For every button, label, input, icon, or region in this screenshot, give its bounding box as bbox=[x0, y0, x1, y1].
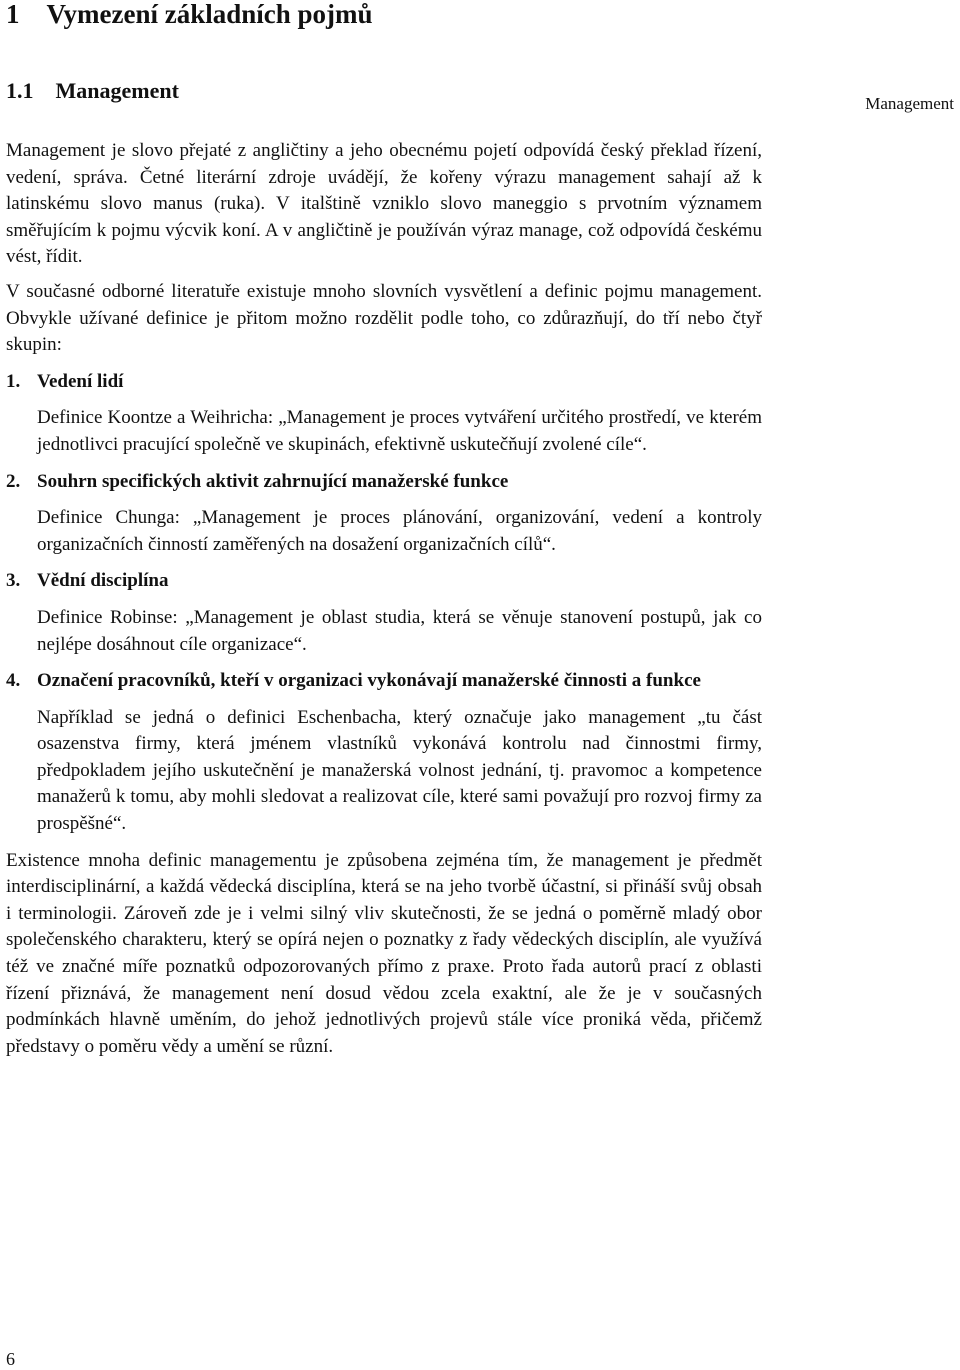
paragraph-intro: Management je slovo přejaté z angličtiny a jeho obecnému pojetí odpovídá český překlad řízení, vedení, správa. Četné literární zdroje uvádějí, že kořeny výrazu management sahají až k latinskému slovo manus (ruka). V italštině vzniklo slovo maneggio s prvotním významem směřujícím k pojmu výcvik koní. A v angličtině je používán výraz manage, což odpovídá českému vést, řídit. bbox=[6, 140, 762, 268]
group-number: 2. bbox=[6, 470, 21, 492]
definition-group bbox=[6, 668, 762, 838]
group-number: 3. bbox=[6, 570, 21, 592]
group-heading bbox=[6, 668, 762, 695]
chapter-number: 1 bbox=[6, 0, 20, 29]
definition-group bbox=[6, 568, 762, 658]
group-title: Vědní disciplína bbox=[37, 570, 169, 592]
definition-group bbox=[6, 469, 762, 559]
group-title: Souhrn specifických aktivit zahrnující manažerské funkce bbox=[37, 470, 509, 492]
group-heading bbox=[6, 568, 762, 595]
group-heading bbox=[6, 469, 762, 496]
group-title: Označení pracovníků, kteří v organizaci vykonávají manažerské činnosti a funkce bbox=[37, 670, 701, 692]
group-text: Definice Robinse: „Management je oblast studia, která se věnuje stanovení postupů, jak co nejlépe dosáhnout cíle organizace“. bbox=[37, 606, 762, 655]
group-number: 1. bbox=[6, 370, 21, 392]
chapter-title bbox=[6, 0, 373, 32]
group-title: Vedení lidí bbox=[37, 370, 124, 392]
section-number: 1.1 bbox=[6, 78, 34, 103]
margin-note: Management bbox=[865, 94, 954, 113]
group-text: Například se jedná o definici Eschenbacha, který označuje jako management „tu část osazenstva firmy, která jménem vlastníků vykonává kontrolu nad činnostmi firmy, předpokladem jejího uskutečnění je manažerská volnost jednání, tj. pravomoc a kompetence manažerů k tomu, aby mohli sledovat a realizovat cíle, které sami považují pro rozvoj firmy za prospěšné“. bbox=[37, 706, 762, 835]
group-number: 4. bbox=[6, 670, 21, 692]
page-number: 6 bbox=[6, 1349, 15, 1369]
definition-group bbox=[6, 369, 762, 459]
chapter-title-text: Vymezení základních pojmů bbox=[46, 0, 373, 29]
paragraph-definitions: V současné odborné literatuře existuje mnoho slovních vysvětlení a definic pojmu management. Obvykle užívané definice je přitom možno rozdělit podle toho, co zdůrazňují, do tří nebo čtyř skupin: bbox=[6, 280, 762, 356]
section-title bbox=[6, 76, 179, 106]
group-heading bbox=[6, 369, 762, 396]
paragraph-closing: Existence mnoha definic managementu je způsobena zejména tím, že management je předmět interdisciplinární, a každá vědecká disciplína, která se na jeho tvorbě účastní, si přináší svůj obsah i terminologii. Zároveň zde je i velmi silný vliv skutečnosti, že se jedná o poměrně mladý obor společenského charakteru, který se opírá nejen o poznatky z řady vědeckých disciplín, ale využívá též ve značné míře poznatků odpozorovaných přímo z praxe. Proto řada autorů prací z oblasti řízení přiznává, že management není dosud vědou zcela exaktní, ale že je v současných podmínkách hlavně uměním, do jehož jednotlivých projevů stále více proniká věda, přičemž představy o poměru vědy a umění se různí. bbox=[6, 849, 762, 1057]
group-text: Definice Koontze a Weihricha: „Management je proces vytváření určitého prostředí, ve kterém jednotlivci pracující společně ve skupinách, efektivně uskutečňují zvolené cíle“. bbox=[37, 407, 762, 455]
section-title-text: Management bbox=[55, 78, 179, 103]
page-content bbox=[6, 138, 762, 1060]
group-text: Definice Chunga: „Management je proces plánování, organizování, vedení a kontroly organizačních činností zaměřených na dosažení organizačních cílů“. bbox=[37, 507, 762, 555]
